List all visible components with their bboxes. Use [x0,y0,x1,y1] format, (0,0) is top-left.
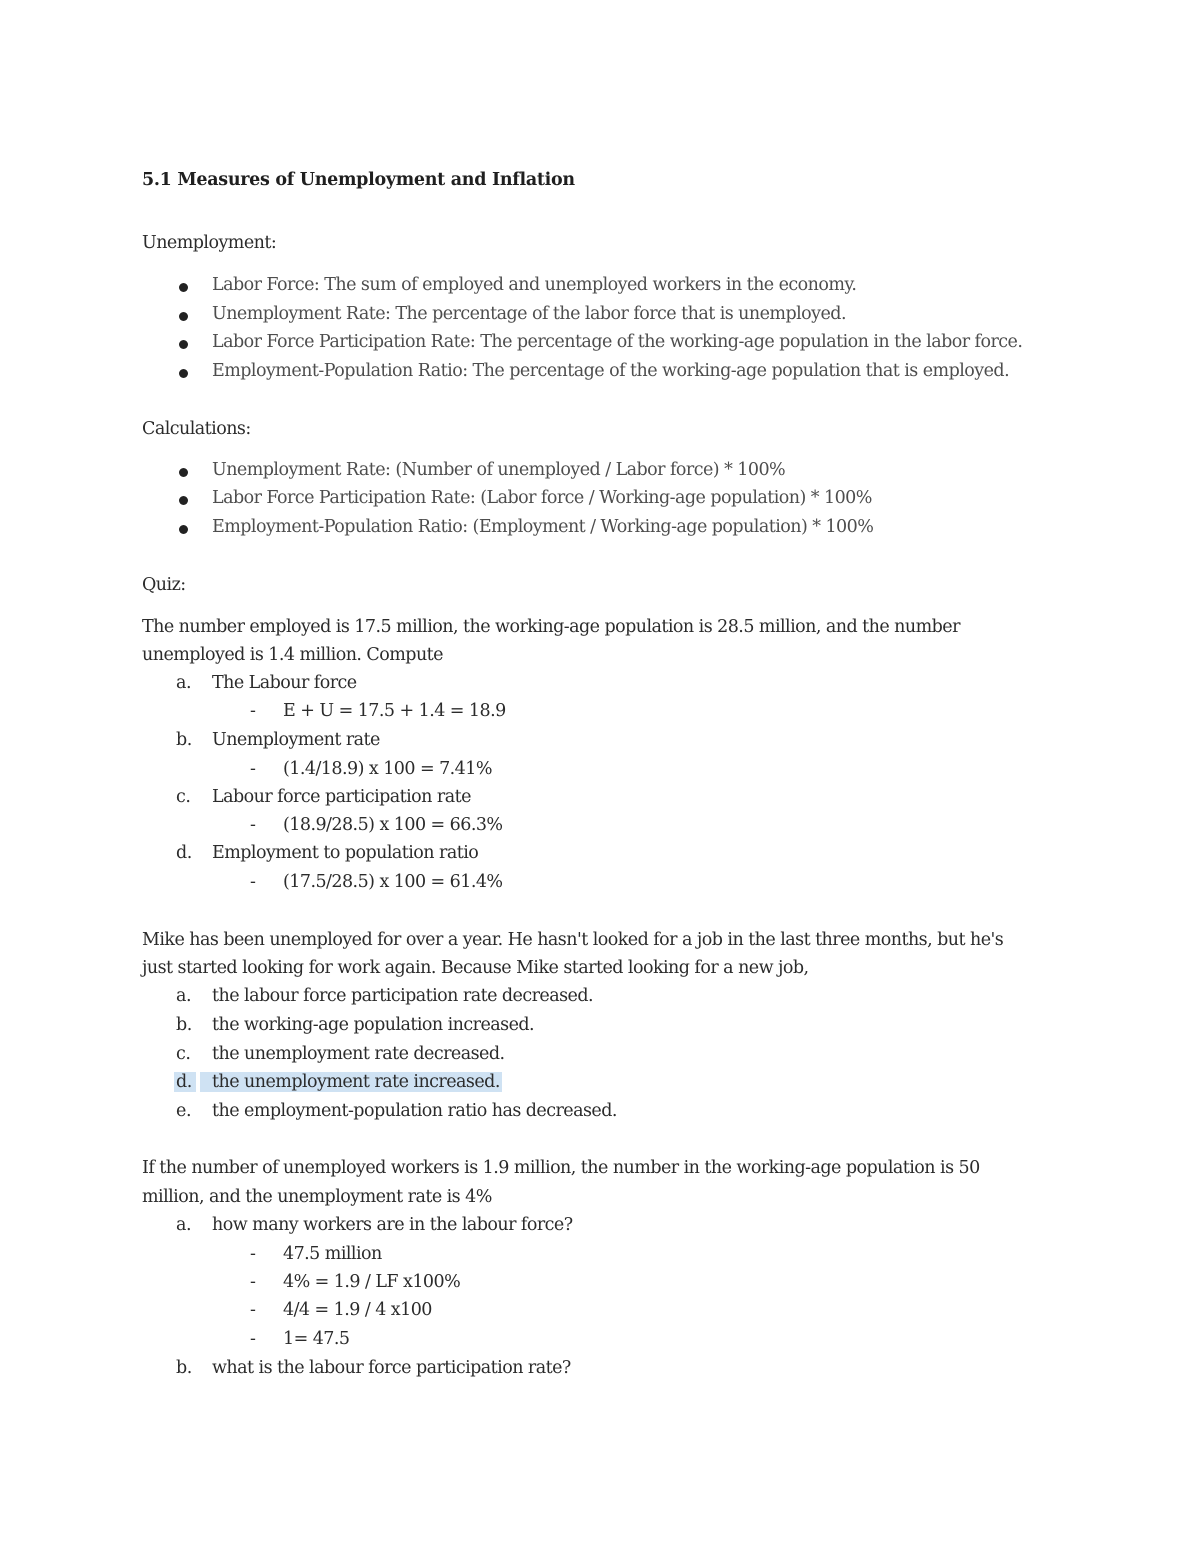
q3-work-dash: - [250,1244,256,1264]
calculation-item-participation-rate: Labor Force Participation Rate: (Labor force / Working-age population) * 100% [212,488,872,508]
q3-stem-line-1: If the number of unemployed workers is 1.9 million, the number in the working-age population is 50 [142,1158,980,1178]
calculations-label: Calculations: [142,419,251,439]
unemployment-item-labor-force: Labor Force: The sum of employed and unemployed workers in the economy. [212,275,857,295]
q2-option-c-text: the unemployment rate decreased. [212,1044,505,1064]
q2-stem-line-1: Mike has been unemployed for over a year. He hasn't looked for a job in the last three months, but he's [142,930,1004,950]
unemployment-item-employment-population-ratio: Employment-Population Ratio: The percentage of the working-age population that is employed. [212,361,1010,381]
q1-part-b-dash: - [250,759,256,779]
q1-stem-line-2: unemployed is 1.4 million. Compute [142,645,443,665]
q2-option-a-letter: a. [176,986,192,1006]
unemployment-item-unemployment-rate: Unemployment Rate: The percentage of the labor force that is unemployed. [212,304,846,324]
q3-work-dash: - [250,1300,256,1320]
q3-stem-line-2: million, and the unemployment rate is 4% [142,1187,492,1207]
q1-part-d-answer: (17.5/28.5) x 100 = 61.4% [283,872,503,892]
q2-option-c-letter: c. [176,1044,191,1064]
q1-part-a-letter: a. [176,673,192,693]
q1-stem-line-1: The number employed is 17.5 million, the working-age population is 28.5 million, and the number [142,617,960,637]
unemployment-label: Unemployment: [142,233,277,253]
q1-part-c-text: Labour force participation rate [212,787,471,807]
q1-part-b-letter: b. [176,730,192,750]
q3-part-a-text: how many workers are in the labour force? [212,1215,573,1235]
q1-part-b-answer: (1.4/18.9) x 100 = 7.41% [283,759,492,779]
q1-part-c-dash: - [250,815,256,835]
q2-option-d-letter: d. [174,1072,196,1092]
q1-part-b-text: Unemployment rate [212,730,380,750]
q1-part-d-dash: - [250,872,256,892]
q3-work-line-4: 1= 47.5 [283,1329,350,1349]
q1-part-c-answer: (18.9/28.5) x 100 = 66.3% [283,815,503,835]
bullet-icon [179,496,188,505]
q2-stem-line-2: just started looking for work again. Because Mike started looking for a new job, [142,958,809,978]
page-title: 5.1 Measures of Unemployment and Inflation [142,170,575,190]
calculation-item-employment-population-ratio: Employment-Population Ratio: (Employment / Working-age population) * 100% [212,517,874,537]
q3-work-line-3: 4/4 = 1.9 / 4 x100 [283,1300,432,1320]
calculation-item-unemployment-rate: Unemployment Rate: (Number of unemployed / Labor force) * 100% [212,460,786,480]
q3-part-b-text: what is the labour force participation rate? [212,1358,571,1378]
unemployment-item-participation-rate: Labor Force Participation Rate: The percentage of the working-age population in the labor force. [212,332,1023,352]
q2-option-a-text: the labour force participation rate decreased. [212,986,594,1006]
q2-option-e-text: the employment-population ratio has decreased. [212,1101,617,1121]
bullet-icon [179,312,188,321]
bullet-icon [179,525,188,534]
q3-work-dash: - [250,1272,256,1292]
bullet-icon [179,340,188,349]
bullet-icon [179,283,188,292]
q1-part-c-letter: c. [176,787,191,807]
q3-work-dash: - [250,1329,256,1349]
q2-option-e-letter: e. [176,1101,192,1121]
q1-part-d-text: Employment to population ratio [212,843,479,863]
quiz-label: Quiz: [142,575,186,595]
q2-option-b-letter: b. [176,1015,192,1035]
q3-part-a-letter: a. [176,1215,192,1235]
q3-part-b-letter: b. [176,1358,192,1378]
q1-part-a-text: The Labour force [212,673,357,693]
bullet-icon [179,369,188,378]
q2-option-d-text-highlighted: the unemployment rate increased. [200,1072,502,1092]
bullet-icon [179,468,188,477]
q1-part-d-letter: d. [176,843,192,863]
q3-work-line-1: 47.5 million [283,1244,382,1264]
q3-work-line-2: 4% = 1.9 / LF x100% [283,1272,461,1292]
q1-part-a-answer: E + U = 17.5 + 1.4 = 18.9 [283,701,506,721]
q2-option-b-text: the working-age population increased. [212,1015,535,1035]
q1-part-a-dash: - [250,701,256,721]
